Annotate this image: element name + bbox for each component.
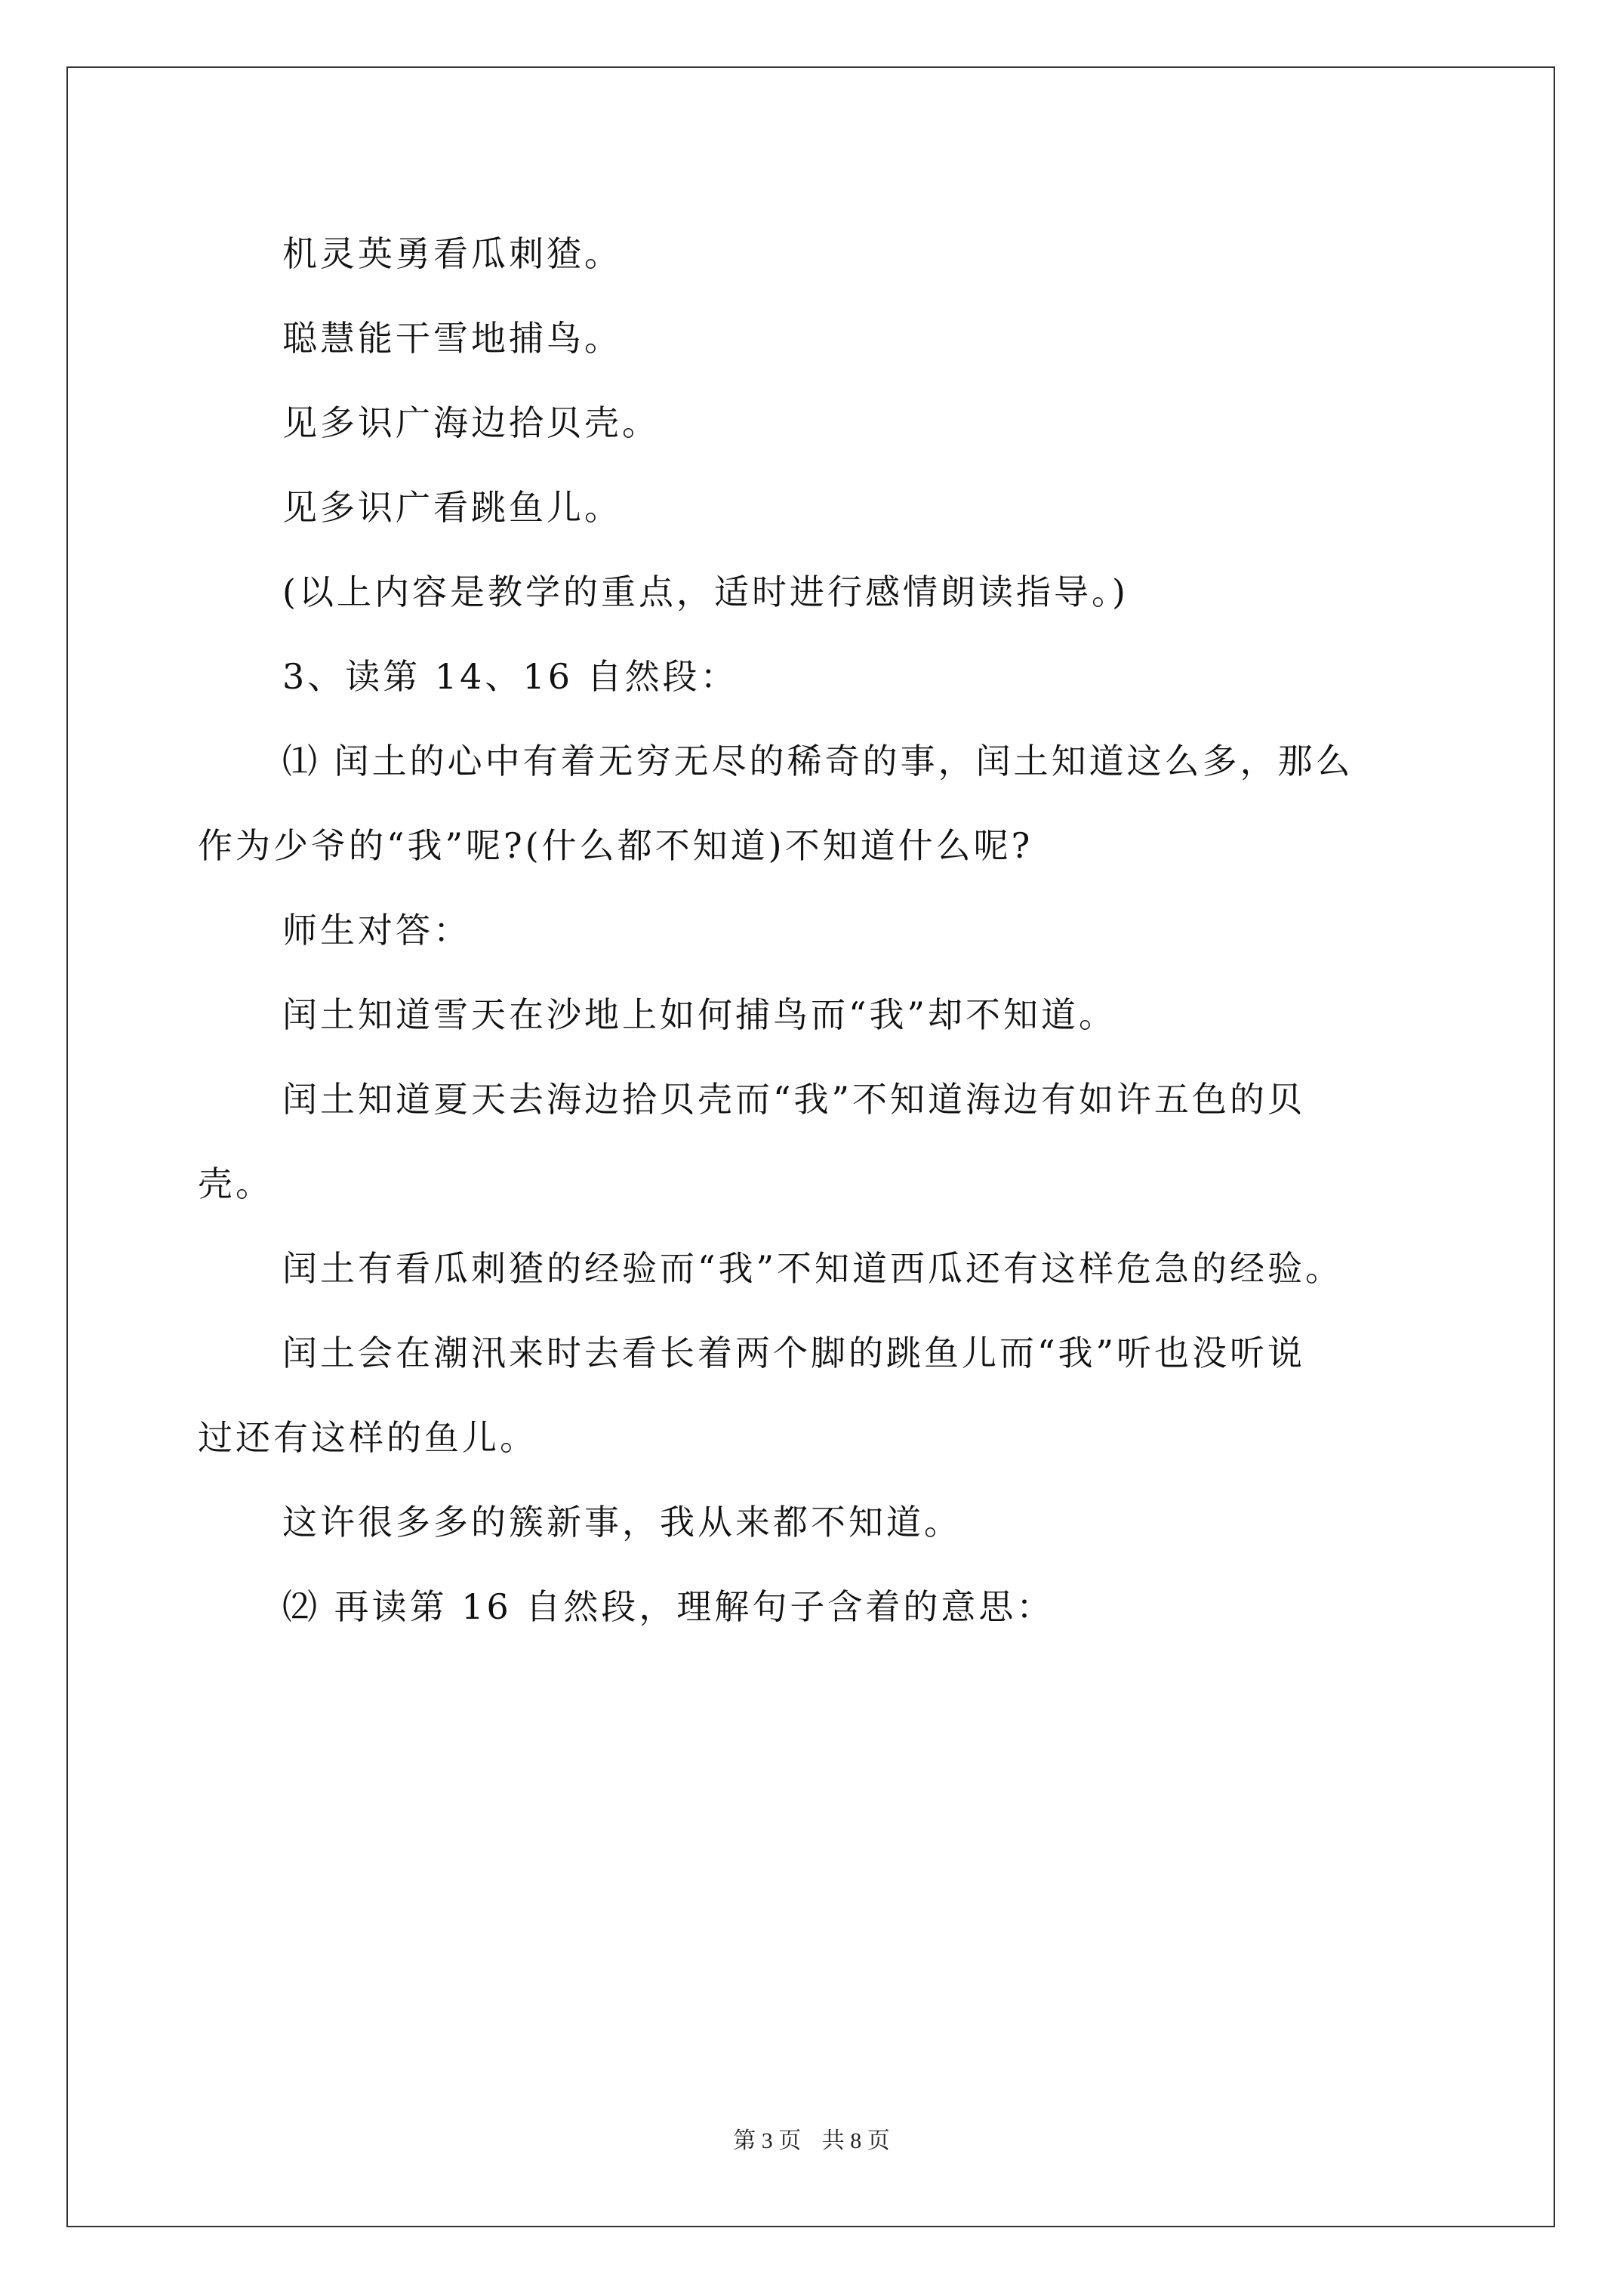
page-footer bbox=[0, 2122, 1623, 2155]
paragraph: ⑴ 闰土的心中有着无穷无尽的稀奇的事，闰土知道这么多，那么 bbox=[282, 741, 1354, 781]
paragraph: 闰土知道雪天在沙地上如何捕鸟而“我”却不知道。 bbox=[282, 994, 1117, 1035]
paragraph: 闰土有看瓜刺猹的经验而“我”不知道西瓜还有这样危急的经验。 bbox=[282, 1248, 1344, 1289]
paragraph: 聪慧能干雪地捕鸟。 bbox=[282, 318, 622, 359]
paragraph: 闰土会在潮汛来时去看长着两个脚的跳鱼儿而“我”听也没听说 bbox=[282, 1333, 1306, 1373]
page-total: 共 8 页 bbox=[821, 2128, 890, 2153]
paragraph-continuation: 壳。 bbox=[198, 1163, 273, 1204]
paragraph-note: (以上内容是教学的重点，适时进行感情朗读指导。) bbox=[282, 572, 1129, 612]
paragraph: ⑵ 再读第 16 自然段，理解句子含着的意思： bbox=[282, 1586, 1055, 1627]
paragraph: 这许很多多的簇新事，我从来都不知道。 bbox=[282, 1502, 962, 1542]
paragraph: 师生对答： bbox=[282, 910, 471, 951]
page-number: 第 3 页 bbox=[733, 2128, 802, 2153]
paragraph: 见多识广看跳鱼儿。 bbox=[282, 487, 622, 528]
paragraph: 机灵英勇看瓜刺猹。 bbox=[282, 233, 622, 274]
document-body bbox=[198, 211, 1481, 1649]
paragraph-continuation: 作为少爷的“我”呢?(什么都不知道)不知道什么呢? bbox=[198, 825, 1033, 866]
paragraph-continuation: 过还有这样的鱼儿。 bbox=[198, 1417, 537, 1458]
paragraph: 闰土知道夏天去海边拾贝壳而“我”不知道海边有如许五色的贝 bbox=[282, 1079, 1306, 1120]
section-heading: 3、读第 14、16 自然段： bbox=[282, 656, 738, 697]
paragraph: 见多识广海边拾贝壳。 bbox=[282, 402, 660, 443]
